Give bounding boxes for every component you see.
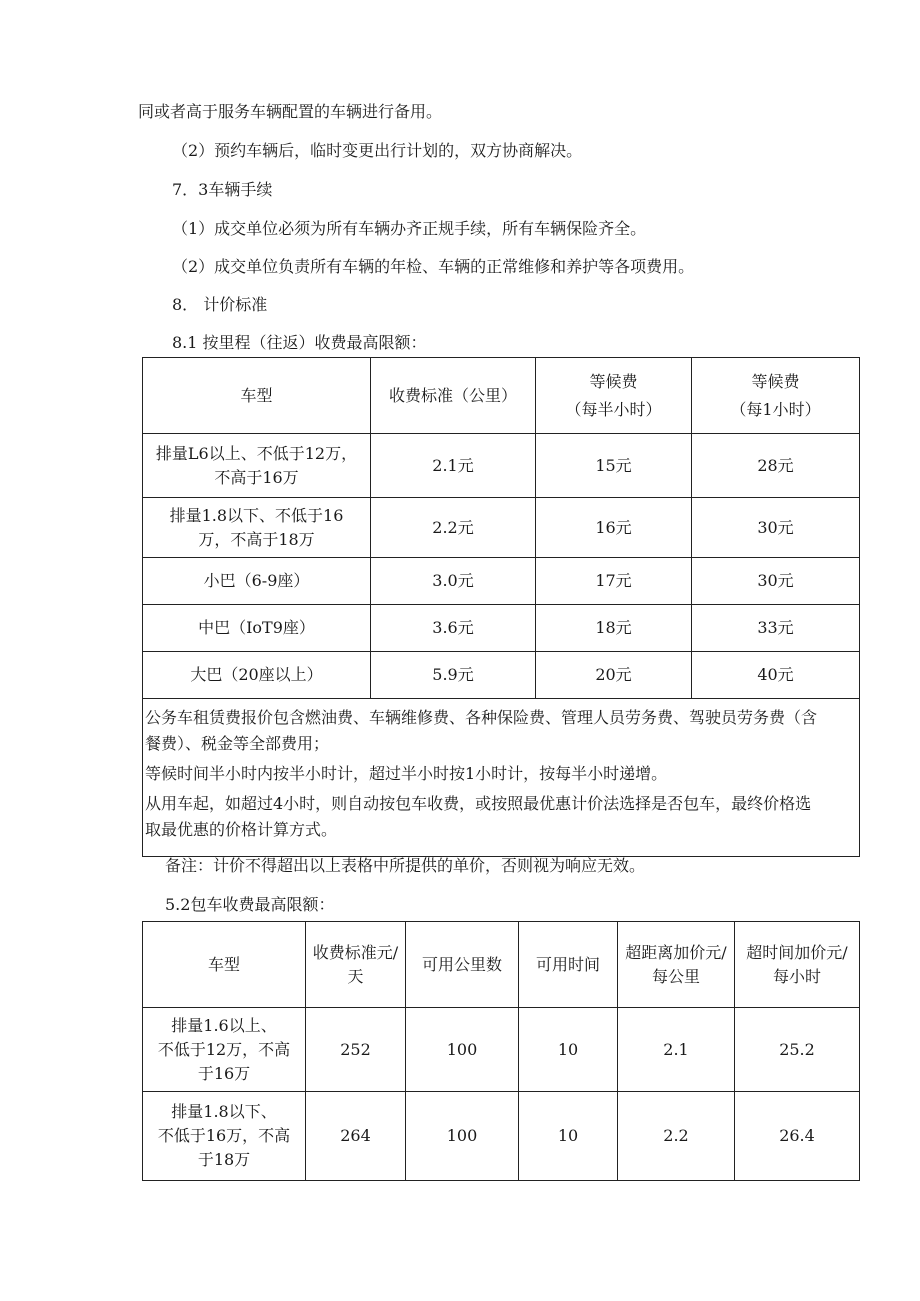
rate-cell: 3.6元 xyxy=(371,605,536,652)
table-row xyxy=(143,652,860,699)
table-header-row xyxy=(143,358,860,434)
charter-pricing-table xyxy=(142,921,860,1181)
paragraph-reservation-change: （2）预约车辆后，临时变更出行计划的，双方协商解决。 xyxy=(172,141,583,160)
rate-cell: 2.2元 xyxy=(371,498,536,558)
table-row xyxy=(143,558,860,605)
vehicle-type-cell: 排量1.6以上、 不低于12万，不高 于16万 xyxy=(143,1008,306,1092)
heading-pricing-standard: 8． 计价标准 xyxy=(172,295,268,314)
heading-charter-pricing: 5.2包车收费最高限额： xyxy=(165,895,335,914)
half-hour-fee-cell: 20元 xyxy=(536,652,692,699)
header-available-km: 可用公里数 xyxy=(406,922,519,1008)
note-1-line-1: 公务车租赁费报价包含燃油费、车辆维修费、各种保险费、管理人员劳务费、驾驶员劳务费（含 xyxy=(145,708,818,727)
note-3-line-2: 取最优惠的价格计算方式。 xyxy=(145,820,338,839)
mileage-pricing-table xyxy=(142,357,860,857)
paragraph-procedures-2: （2）成交单位负责所有车辆的年检、车辆的正常维修和养护等各项费用。 xyxy=(172,257,695,276)
hour-fee-cell: 33元 xyxy=(692,605,860,652)
heading-vehicle-procedures: 7．3车辆手续 xyxy=(172,180,273,199)
header-waiting-hour: 等候费 （每1小时） xyxy=(692,358,860,434)
table-notes-row xyxy=(143,699,860,857)
available-time-cell: 10 xyxy=(519,1008,618,1092)
table-row xyxy=(143,1092,860,1181)
paragraph-continuation: 同或者高于服务车辆配置的车辆进行备用。 xyxy=(138,102,443,121)
hour-fee-cell: 28元 xyxy=(692,434,860,498)
vehicle-type-cell: 排量L6以上、不低于12万， 不高于16万 xyxy=(143,434,371,498)
header-vehicle-type: 车型 xyxy=(143,358,371,434)
table-row xyxy=(143,1008,860,1092)
note-1-line-2: 餐费）、税金等全部费用； xyxy=(145,734,330,753)
hour-fee-cell: 30元 xyxy=(692,498,860,558)
extra-time-cell: 25.2 xyxy=(735,1008,860,1092)
header-extra-distance: 超距离加价元/ 每公里 xyxy=(618,922,735,1008)
daily-rate-cell: 264 xyxy=(306,1092,406,1181)
table-row xyxy=(143,498,860,558)
available-km-cell: 100 xyxy=(406,1092,519,1181)
pricing-notes xyxy=(143,699,860,857)
header-vehicle-type: 车型 xyxy=(143,922,306,1008)
extra-distance-cell: 2.1 xyxy=(618,1008,735,1092)
rate-cell: 5.9元 xyxy=(371,652,536,699)
vehicle-type-cell: 小巴（6-9座） xyxy=(143,558,371,605)
hour-fee-cell: 30元 xyxy=(692,558,860,605)
daily-rate-cell: 252 xyxy=(306,1008,406,1092)
table-row xyxy=(143,605,860,652)
vehicle-type-cell: 排量1.8以下、不低于16 万，不高于18万 xyxy=(143,498,371,558)
header-available-time: 可用时间 xyxy=(519,922,618,1008)
header-extra-time: 超时间加价元/ 每小时 xyxy=(735,922,860,1008)
rate-cell: 2.1元 xyxy=(371,434,536,498)
half-hour-fee-cell: 15元 xyxy=(536,434,692,498)
heading-mileage-pricing: 8.1 按里程（往返）收费最高限额： xyxy=(172,333,427,352)
header-daily-rate: 收费标准元/ 天 xyxy=(306,922,406,1008)
header-waiting-half-hour: 等候费 （每半小时） xyxy=(536,358,692,434)
note-3-line-1: 从用车起，如超过4小时，则自动按包车收费，或按照最优惠计价法选择是否包车，最终价格选 xyxy=(145,794,812,813)
hour-fee-cell: 40元 xyxy=(692,652,860,699)
remark: 备注：计价不得超出以上表格中所提供的单价，否则视为响应无效。 xyxy=(165,856,646,875)
table-row xyxy=(143,434,860,498)
vehicle-type-cell: 排量1.8以下、 不低于16万，不高 于18万 xyxy=(143,1092,306,1181)
half-hour-fee-cell: 17元 xyxy=(536,558,692,605)
extra-time-cell: 26.4 xyxy=(735,1092,860,1181)
paragraph-procedures-1: （1）成交单位必须为所有车辆办齐正规手续，所有车辆保险齐全。 xyxy=(172,219,647,238)
half-hour-fee-cell: 18元 xyxy=(536,605,692,652)
available-km-cell: 100 xyxy=(406,1008,519,1092)
vehicle-type-cell: 中巴（IoT9座） xyxy=(143,605,371,652)
vehicle-type-cell: 大巴（20座以上） xyxy=(143,652,371,699)
table-header-row xyxy=(143,922,860,1008)
available-time-cell: 10 xyxy=(519,1092,618,1181)
half-hour-fee-cell: 16元 xyxy=(536,498,692,558)
extra-distance-cell: 2.2 xyxy=(618,1092,735,1181)
header-rate-per-km: 收费标准（公里） xyxy=(371,358,536,434)
note-2: 等候时间半小时内按半小时计，超过半小时按1小时计，按每半小时递增。 xyxy=(145,764,668,783)
rate-cell: 3.0元 xyxy=(371,558,536,605)
